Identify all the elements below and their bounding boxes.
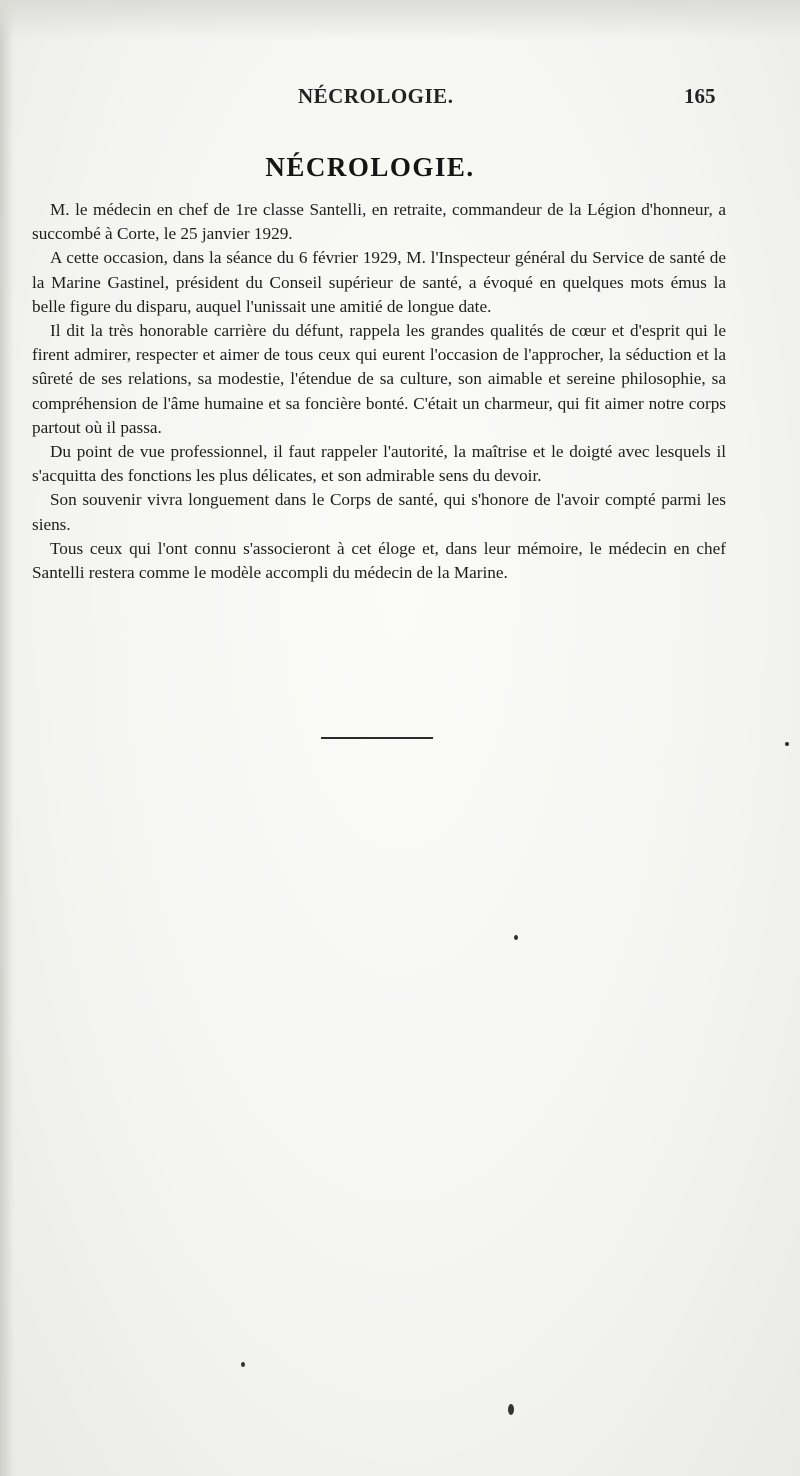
running-header — [0, 84, 800, 114]
paragraph: Son souvenir vivra longuement dans le Corps de santé, qui s'honore de l'avoir compté parmi les siens. — [32, 490, 726, 534]
page-edge-shadow-top — [0, 0, 800, 40]
paragraph: Il dit la très honorable carrière du défunt, rappela les grandes qualités de cœur et d'esprit qui le firent admirer, respecter et aimer de tous ceux qui eurent l'occasion de l'approcher, la séduction et la sûreté de ses relations, sa modestie, l'étendue de sa culture, son aimable et sereine philosophie, sa compréhension de l'âme humaine et sa foncière bonté. C'était un charmeur, qui fit aimer notre corps partout où il passa. — [32, 321, 726, 437]
page-edge-shadow-left — [0, 0, 14, 1476]
end-rule — [321, 737, 433, 739]
ink-speck — [508, 1404, 514, 1415]
ink-speck — [785, 742, 789, 746]
running-title: NÉCROLOGIE. — [298, 84, 454, 108]
paragraph: Du point de vue professionnel, il faut rappeler l'autorité, la maîtrise et le doigté avec lesquels il s'acquitta des fonctions les plus délicates, et son admirable sens du devoir. — [32, 442, 726, 486]
section-heading: NÉCROLOGIE. — [265, 152, 475, 182]
paragraph: M. le médecin en chef de 1re classe Santelli, en retraite, commandeur de la Légion d'honneur, a succombé à Corte, le 25 janvier 1929. — [32, 200, 726, 244]
paragraph: A cette occasion, dans la séance du 6 février 1929, M. l'Inspecteur général du Service de santé de la Marine Gastinel, président du Conseil supérieur de santé, a évoqué en quelques mots émus la belle figure du disparu, auquel l'unissait une amitié de longue date. — [32, 248, 726, 316]
page-number: 165 — [684, 84, 716, 108]
ink-speck — [241, 1362, 245, 1367]
obituary-body — [32, 198, 726, 585]
ink-speck — [514, 935, 518, 940]
paragraph: Tous ceux qui l'ont connu s'associeront à cet éloge et, dans leur mémoire, le médecin en chef Santelli restera comme le modèle accompli du médecin de la Marine. — [32, 538, 726, 583]
